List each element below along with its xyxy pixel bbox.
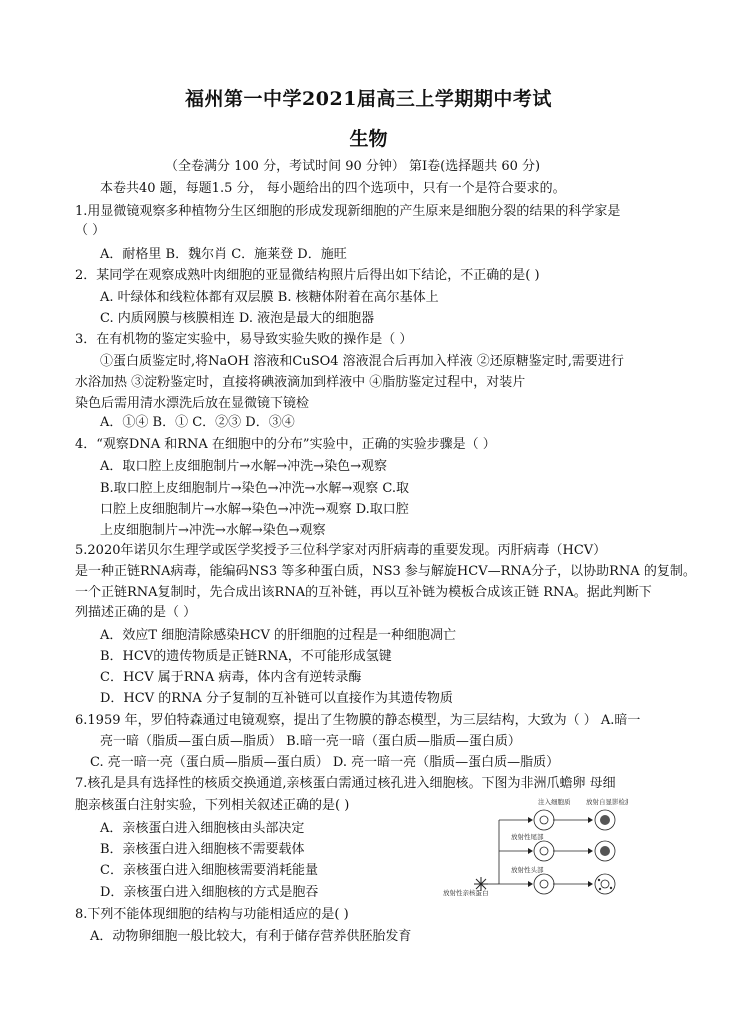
q1-stem-paren: （ ） (75, 223, 106, 238)
q4-option-d: 上皮细胞制片→冲洗→水解→染色→观察 (100, 523, 326, 538)
q2-stem: 2．某同学在观察成熟叶肉细胞的亚显微结构照片后得出如下结论，不正确的是( ) (75, 268, 540, 283)
q4-option-c: 口腔上皮细胞制片→水解→染色→冲洗→观察 D.取口腔 (100, 502, 409, 517)
label-radioactive-tail: 放射性尾部 (511, 833, 544, 841)
q5-option-c: C．HCV 属于RNA 病毒，体内含有逆转录酶 (100, 670, 362, 685)
q5-stem-1: 5.2020年诺贝尔生理学或医学奖授予三位科学家对丙肝病毒的重要发现。丙肝病毒（HCV） (75, 543, 607, 558)
q6-options-cd: C. 亮一暗一亮（蛋白质—脂质—蛋白质） D. 亮一暗一亮（脂质—蛋白质—脂质） (90, 755, 560, 770)
subject-heading: 生物 (349, 128, 388, 150)
q7-option-b: B．亲核蛋白进入细胞核不需要载体 (100, 842, 305, 857)
q4-option-a: A．取口腔上皮细胞制片→水解→冲洗→染色→观察 (100, 459, 387, 474)
injected-cell-row-3 (534, 874, 554, 894)
oocyte-injection-figure (443, 795, 628, 910)
q4-stem: 4．“观察DNA 和RNA 在细胞中的分布”实验中，正确的实验步骤是（ ） (75, 437, 496, 452)
q5-option-b: B．HCV的遗传物质是正链RNA，不可能形成氢键 (100, 649, 392, 664)
q5-stem-2: 是一种正链RNA病毒，能编码NS3 等多种蛋白质，NS3 参与解旋HCV—RNA分子，以协助RNA 的复制。 (75, 564, 696, 579)
q5-stem-4: 列描述正确的是（ ） (75, 605, 197, 620)
q6-options-ab: 亮一暗（脂质—蛋白质—脂质） B.暗一亮一暗（蛋白质—脂质—蛋白质） (100, 734, 521, 749)
label-radioactive-protein: 放射性亲核蛋白 (443, 889, 489, 897)
q5-option-a: A．效应T 细胞清除感染HCV 的肝细胞的过程是一种细胞凋亡 (100, 628, 456, 643)
q6-stem: 6.1959 年，罗伯特森通过电镜观察，提出了生物膜的静态模型，为三层结构，大致为（ ） A.暗一 (75, 713, 641, 728)
q3-text-3: 染色后需用清水漂洗后放在显微镜下镜检 (75, 396, 310, 411)
q3-text-1: ①蛋白质鉴定时,将NaOH 溶液和CuSO4 溶液混合后再加入样液 ②还原糖鉴定时,需要进行 (100, 354, 624, 369)
detected-cell-row-3 (595, 874, 615, 894)
q2-options-cd: C. 内质网膜与核膜相连 D. 液泡是最大的细胞器 (100, 311, 375, 326)
q7-option-a: A．亲核蛋白进入细胞核由头部决定 (100, 821, 305, 836)
label-radioactive-head: 放射性头部 (511, 866, 544, 874)
q7-stem-2: 胞亲核蛋白注射实验，下列相关叙述正确的是( ) (75, 798, 350, 813)
oocyte-injection-diagram (443, 795, 628, 910)
q5-stem-3: 一个正链RNA复制时，先合成出该RNA的互补链，再以互补链为模板合成该正链 RNA。据此判断下 (75, 585, 652, 600)
q4-option-b: B.取口腔上皮细胞制片→染色→冲洗→水解→观察 C.取 (100, 481, 410, 496)
q3-options: A．①④ B．① C．②③ D．③④ (100, 415, 295, 430)
q1-options: A．耐格里 B．魏尔肖 C．施莱登 D．施旺 (100, 247, 347, 262)
detected-cell-row-2 (595, 841, 615, 861)
injected-cell-row-1 (534, 810, 554, 830)
q8-option-a: A．动物卵细胞一般比较大，有利于储存营养供胚胎发育 (90, 929, 412, 944)
injected-cell-row-2 (534, 841, 554, 861)
q8-stem: 8.下列不能体现细胞的结构与功能相适应的是( ) (75, 907, 349, 922)
label-inject-cytoplasm: 注入细胞质 (538, 798, 571, 806)
page-title: 福州第一中学2021届高三上学期期中考试 (185, 88, 552, 110)
q3-stem: 3．在有机物的鉴定实验中，易导致实验失败的操作是（ ） (75, 332, 413, 347)
q7-stem-1: 7.核孔是具有选择性的核质交换通道,亲核蛋白需通过核孔进入细胞核。下图为非洲爪蟾卵 母细 (75, 776, 616, 791)
q1-stem: 1.用显微镜观察多种植物分生区细胞的形成发现新细胞的产生原来是细胞分裂的结果的科学家是 (75, 204, 621, 219)
q2-options-ab: A. 叶绿体和线粒体都有双层膜 B. 核糖体附着在高尔基体上 (100, 290, 439, 305)
instructions: 本卷共40 题，每题1.5 分， 每小题给出的四个选项中，只有一个是符合要求的。 (100, 181, 566, 196)
q7-option-d: D．亲核蛋白进入细胞核的方式是胞吞 (100, 885, 319, 900)
label-autoradiography: 放射自显影检测 (586, 798, 628, 806)
protein-star-icon (474, 877, 488, 891)
detected-cell-row-1 (595, 810, 615, 830)
exam-info: （全卷满分 100 分，考试时间 90 分钟） 第Ⅰ卷(选择题共 60 分) (165, 159, 541, 174)
q3-text-2: 水浴加热 ③淀粉鉴定时，直接将碘液滴加到样液中 ④脂肪鉴定过程中，对装片 (75, 375, 526, 390)
q7-option-c: C．亲核蛋白进入细胞核需要消耗能量 (100, 863, 318, 878)
branch-arrows (488, 820, 588, 884)
q5-option-d: D．HCV 的RNA 分子复制的互补链可以直接作为其遗传物质 (100, 691, 453, 706)
